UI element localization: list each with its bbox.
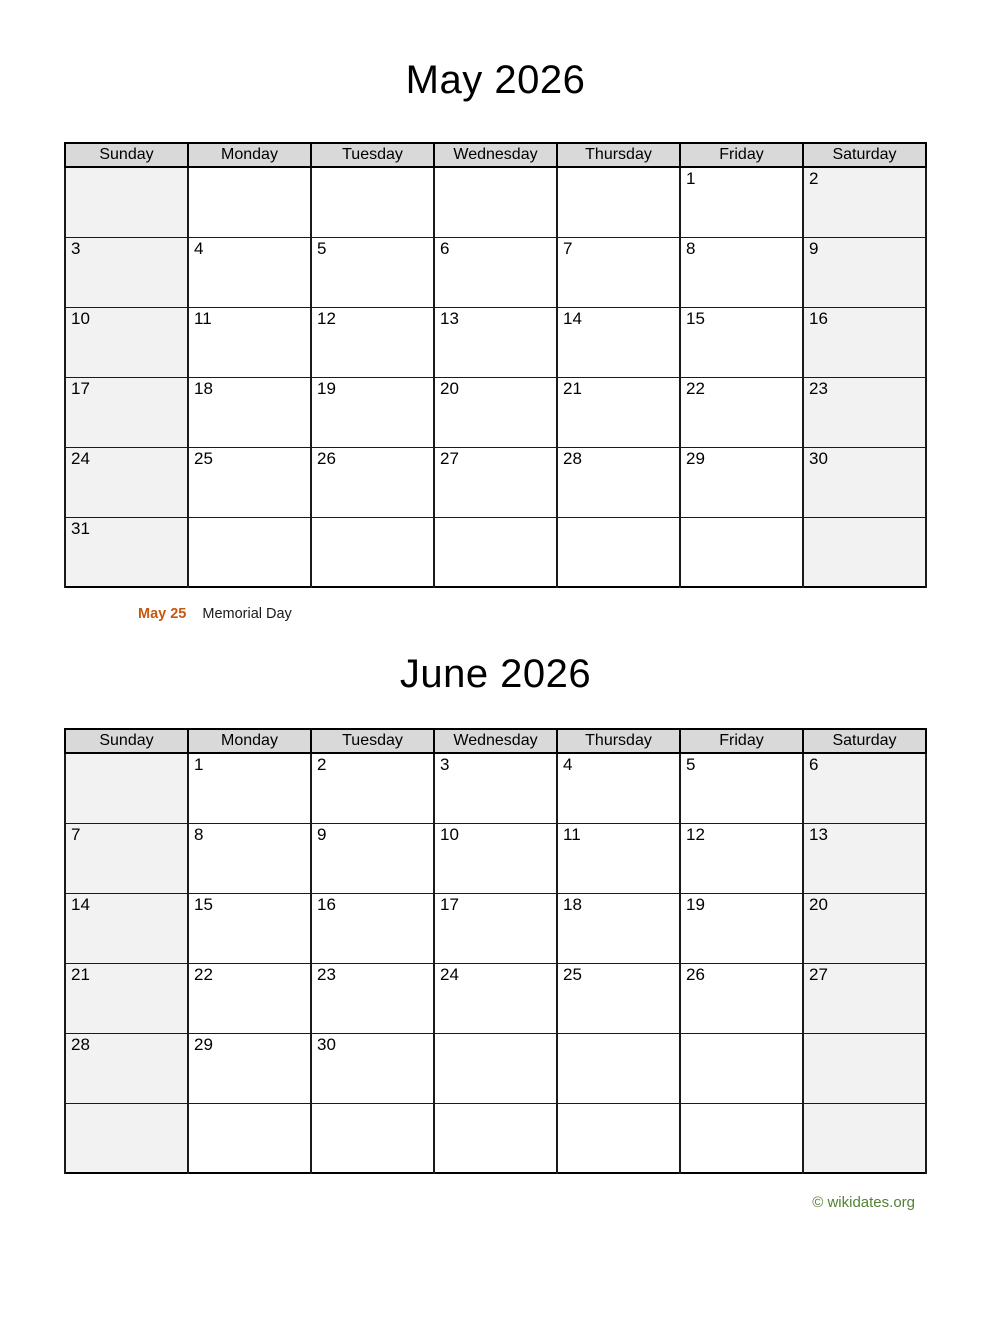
day-cell: 19 [311,377,434,447]
weekday-header: Sunday [65,729,188,753]
day-cell: 24 [65,447,188,517]
week-row [65,517,926,587]
day-cell: 16 [311,893,434,963]
weekday-header-row [65,729,926,753]
day-cell: 25 [188,447,311,517]
empty-day-cell [188,167,311,237]
copyright-link[interactable]: © wikidates.org [812,1194,915,1211]
day-cell: 4 [188,237,311,307]
day-cell: 2 [803,167,926,237]
weekday-header: Wednesday [434,729,557,753]
empty-day-cell [557,167,680,237]
month-section-may [64,54,927,624]
day-cell: 7 [65,823,188,893]
weekday-header: Tuesday [311,729,434,753]
day-cell: 29 [188,1033,311,1103]
week-row [65,447,926,517]
holiday-note-date: May 25 [138,606,187,622]
week-row [65,1033,926,1103]
day-cell: 21 [557,377,680,447]
day-cell: 25 [557,963,680,1033]
week-row [65,753,926,823]
calendar-table-may [64,142,927,588]
empty-day-cell [434,1103,557,1173]
holiday-note [64,606,927,624]
day-cell: 22 [680,377,803,447]
weekday-header: Tuesday [311,143,434,167]
day-cell: 16 [803,307,926,377]
day-cell: 11 [188,307,311,377]
day-cell: 3 [434,753,557,823]
day-cell: 5 [311,237,434,307]
empty-day-cell [188,1103,311,1173]
weekday-header: Saturday [803,729,926,753]
week-row [65,167,926,237]
weekday-header: Monday [188,143,311,167]
empty-day-cell [803,1103,926,1173]
day-cell: 14 [557,307,680,377]
month-section-june [64,648,927,1174]
day-cell: 1 [188,753,311,823]
empty-day-cell [803,1033,926,1103]
day-cell: 9 [803,237,926,307]
month-title-may: May 2026 [405,58,586,102]
day-cell: 17 [434,893,557,963]
day-cell: 8 [680,237,803,307]
day-cell: 15 [188,893,311,963]
empty-day-cell [680,517,803,587]
day-cell: 12 [680,823,803,893]
empty-day-cell [557,517,680,587]
empty-day-cell [434,167,557,237]
day-cell: 10 [434,823,557,893]
day-cell: 31 [65,517,188,587]
day-cell: 18 [188,377,311,447]
day-cell: 11 [557,823,680,893]
month-title-june: June 2026 [399,652,592,696]
day-cell: 26 [311,447,434,517]
holiday-note-label: Memorial Day [202,606,292,622]
week-row [65,377,926,447]
day-cell: 27 [803,963,926,1033]
empty-day-cell [188,517,311,587]
day-cell: 2 [311,753,434,823]
empty-day-cell [557,1033,680,1103]
day-cell: 7 [557,237,680,307]
weekday-header-row [65,143,926,167]
weekday-header: Wednesday [434,143,557,167]
day-cell: 1 [680,167,803,237]
day-cell: 3 [65,237,188,307]
day-cell: 13 [434,307,557,377]
week-row [65,893,926,963]
day-cell: 19 [680,893,803,963]
weekday-header: Friday [680,729,803,753]
day-cell: 21 [65,963,188,1033]
empty-day-cell [311,1103,434,1173]
day-cell: 14 [65,893,188,963]
weekday-header: Saturday [803,143,926,167]
week-row [65,1103,926,1173]
day-cell: 22 [188,963,311,1033]
week-row [65,237,926,307]
day-cell: 23 [311,963,434,1033]
day-cell: 30 [311,1033,434,1103]
day-cell: 27 [434,447,557,517]
calendar-page [0,54,989,1334]
empty-day-cell [65,1103,188,1173]
empty-day-cell [65,167,188,237]
day-cell: 20 [803,893,926,963]
day-cell: 23 [803,377,926,447]
weekday-header: Friday [680,143,803,167]
week-row [65,963,926,1033]
day-cell: 20 [434,377,557,447]
day-cell: 24 [434,963,557,1033]
day-cell: 12 [311,307,434,377]
day-cell: 18 [557,893,680,963]
day-cell: 29 [680,447,803,517]
day-cell: 6 [803,753,926,823]
empty-day-cell [434,517,557,587]
day-cell: 28 [65,1033,188,1103]
day-cell: 30 [803,447,926,517]
weekday-header: Monday [188,729,311,753]
calendar-table-june [64,728,927,1174]
weekday-header: Thursday [557,143,680,167]
week-row [65,307,926,377]
day-cell: 6 [434,237,557,307]
empty-day-cell [311,167,434,237]
day-cell: 17 [65,377,188,447]
day-cell: 4 [557,753,680,823]
day-cell: 10 [65,307,188,377]
day-cell: 9 [311,823,434,893]
day-cell: 26 [680,963,803,1033]
empty-day-cell [311,517,434,587]
empty-day-cell [65,753,188,823]
week-row [65,823,926,893]
empty-day-cell [680,1103,803,1173]
weekday-header: Thursday [557,729,680,753]
weekday-header: Sunday [65,143,188,167]
empty-day-cell [557,1103,680,1173]
day-cell: 5 [680,753,803,823]
empty-day-cell [803,517,926,587]
empty-day-cell [680,1033,803,1103]
day-cell: 15 [680,307,803,377]
day-cell: 8 [188,823,311,893]
empty-day-cell [434,1033,557,1103]
day-cell: 13 [803,823,926,893]
day-cell: 28 [557,447,680,517]
